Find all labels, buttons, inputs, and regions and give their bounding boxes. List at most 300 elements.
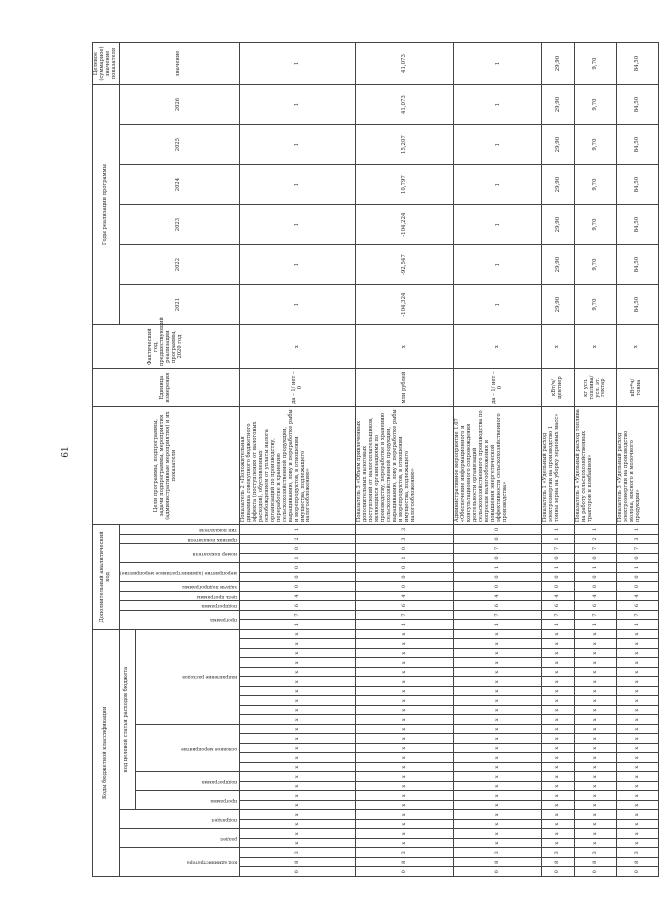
year-value-cell: 29,90: [542, 125, 575, 165]
fact-prev-cell: х: [356, 325, 454, 369]
year-header: 2022: [119, 245, 239, 285]
year-header: 2026: [119, 85, 239, 125]
unit-header: Единица измерения: [93, 369, 240, 407]
code-digit-cell: 6: [239, 601, 355, 611]
year-header: 2021: [119, 285, 239, 325]
code-col-header: раздел: [119, 829, 239, 848]
code-digit-cell: 0: [239, 544, 355, 554]
additional-code-col-header: цель программы: [119, 591, 239, 601]
code-digit-cell: 0: [356, 544, 454, 554]
code-digit-cell: х: [616, 801, 658, 811]
table-row: [616, 43, 658, 877]
code-digit-cell: 3: [575, 848, 617, 858]
code-digit-cell: х: [356, 658, 454, 668]
target-code-col-header: основное мероприятие: [135, 725, 239, 773]
code-digit-cell: 0: [542, 582, 575, 592]
code-digit-cell: 7: [542, 544, 575, 554]
budget-codes-header: Коды бюджетной классификации: [93, 629, 120, 876]
table-row: [542, 43, 575, 877]
year-value-cell: 1: [453, 165, 541, 205]
code-digit-cell: х: [542, 734, 575, 744]
code-digit-cell: х: [575, 810, 617, 820]
code-digit-cell: х: [356, 677, 454, 687]
code-digit-cell: 0: [453, 867, 541, 877]
target-expense-header: код целевой статьи расходов бюджета: [119, 629, 135, 810]
year-value-cell: 10,797: [356, 165, 454, 205]
code-digit-cell: х: [356, 639, 454, 649]
code-digit-cell: 4: [575, 591, 617, 601]
code-digit-cell: х: [575, 715, 617, 725]
year-value-cell: 1: [239, 205, 355, 245]
code-digit-cell: х: [542, 753, 575, 763]
code-digit-cell: х: [239, 763, 355, 773]
page-number: 61: [61, 446, 71, 458]
code-digit-cell: х: [575, 639, 617, 649]
indicator-name-header: Цели программы, подпрограммы, задачи подпрограммы, мероприятия (административные мероприятия) и их показатели: [93, 407, 240, 525]
code-digit-cell: 1: [356, 620, 454, 630]
code-digit-cell: х: [616, 734, 658, 744]
code-digit-cell: 7: [575, 544, 617, 554]
code-digit-cell: х: [616, 706, 658, 716]
code-digit-cell: х: [616, 725, 658, 735]
code-digit-cell: х: [575, 744, 617, 754]
year-value-cell: 9,70: [575, 125, 617, 165]
code-digit-cell: х: [453, 801, 541, 811]
code-digit-cell: х: [356, 649, 454, 659]
code-digit-cell: х: [616, 829, 658, 839]
code-digit-cell: х: [542, 649, 575, 659]
indicator-text-cell: Показатель 2 «Удельный расход топлива на работу сельскохозяйственных тракторов и комбайнов»: [575, 407, 617, 525]
year-value-cell: 29,90: [542, 165, 575, 205]
unit-cell: кВт/ч/ центнер: [542, 369, 575, 407]
additional-code-col-header: задачи подпрограммы: [119, 582, 239, 592]
code-digit-cell: 3: [453, 848, 541, 858]
code-digit-cell: 0: [453, 525, 541, 535]
year-value-cell: 1: [239, 165, 355, 205]
code-digit-cell: х: [575, 791, 617, 801]
code-digit-cell: х: [616, 649, 658, 659]
year-value-cell: 84,50: [616, 85, 658, 125]
code-digit-cell: 6: [356, 601, 454, 611]
code-digit-cell: х: [542, 782, 575, 792]
code-digit-cell: 2: [575, 534, 617, 544]
year-value-cell: 1: [453, 245, 541, 285]
code-digit-cell: х: [356, 810, 454, 820]
code-digit-cell: х: [239, 687, 355, 697]
code-digit-cell: х: [575, 658, 617, 668]
code-digit-cell: 0: [239, 582, 355, 592]
code-digit-cell: х: [542, 820, 575, 830]
additional-code-col-header: мероприятие (административное мероприятие): [119, 563, 239, 582]
code-digit-cell: х: [453, 791, 541, 801]
year-value-cell: 84,50: [616, 285, 658, 325]
code-digit-cell: 4: [542, 591, 575, 601]
code-digit-cell: х: [575, 649, 617, 659]
code-digit-cell: х: [356, 734, 454, 744]
code-digit-cell: 0: [453, 582, 541, 592]
code-digit-cell: 1: [453, 620, 541, 630]
code-digit-cell: 0: [575, 572, 617, 582]
unit-cell: млн рублей: [356, 369, 454, 407]
year-value-cell: 1: [453, 85, 541, 125]
code-digit-cell: 6: [453, 601, 541, 611]
code-digit-cell: 1: [575, 563, 617, 573]
code-digit-cell: х: [575, 734, 617, 744]
code-digit-cell: х: [356, 791, 454, 801]
code-digit-cell: х: [239, 753, 355, 763]
year-value-cell: 9,70: [575, 205, 617, 245]
code-digit-cell: 8: [356, 858, 454, 868]
code-digit-cell: 7: [616, 610, 658, 620]
year-value-cell: 1: [239, 85, 355, 125]
code-digit-cell: 0: [542, 572, 575, 582]
code-digit-cell: х: [616, 677, 658, 687]
indicator-text-cell: Показатель 3 «Удельный расход электроэнергии на производство молока, мясного и молочного продукции»: [616, 407, 658, 525]
code-digit-cell: 7: [356, 610, 454, 620]
year-value-cell: 1: [239, 125, 355, 165]
code-digit-cell: 4: [453, 591, 541, 601]
year-value-cell: -92,547: [356, 245, 454, 285]
unit-cell: да – 1/ нет – 0: [239, 369, 355, 407]
code-digit-cell: х: [453, 677, 541, 687]
code-digit-cell: 0: [239, 572, 355, 582]
code-digit-cell: х: [575, 696, 617, 706]
code-digit-cell: х: [453, 753, 541, 763]
additional-code-col-header: признак показателя: [119, 534, 239, 544]
additional-code-header: Дополнительный аналитический код: [93, 525, 120, 630]
target-code-col-header: направление расходов: [135, 629, 239, 724]
code-digit-cell: х: [575, 801, 617, 811]
year-value-cell: 29,90: [542, 245, 575, 285]
code-digit-cell: 0: [453, 572, 541, 582]
code-digit-cell: 4: [239, 591, 355, 601]
code-digit-cell: х: [239, 839, 355, 849]
code-digit-cell: х: [575, 772, 617, 782]
year-value-cell: -104,224: [356, 205, 454, 245]
code-digit-cell: 3: [616, 848, 658, 858]
code-digit-cell: 0: [542, 867, 575, 877]
code-digit-cell: 0: [239, 563, 355, 573]
year-value-cell: 84,50: [616, 125, 658, 165]
code-digit-cell: х: [239, 677, 355, 687]
code-digit-cell: х: [575, 820, 617, 830]
code-digit-cell: х: [453, 810, 541, 820]
code-digit-cell: х: [575, 763, 617, 773]
code-digit-cell: х: [239, 820, 355, 830]
year-value-cell: 9,70: [575, 245, 617, 285]
code-digit-cell: х: [239, 810, 355, 820]
code-digit-cell: х: [453, 772, 541, 782]
code-digit-cell: 0: [616, 867, 658, 877]
code-digit-cell: х: [239, 715, 355, 725]
code-col-header: подраздел: [119, 810, 239, 829]
code-digit-cell: х: [542, 801, 575, 811]
code-digit-cell: х: [239, 782, 355, 792]
code-digit-cell: х: [453, 639, 541, 649]
indicators-table-rotated: [92, 46, 643, 877]
code-digit-cell: х: [575, 753, 617, 763]
code-digit-cell: 4: [356, 591, 454, 601]
code-digit-cell: х: [542, 744, 575, 754]
code-digit-cell: х: [239, 725, 355, 735]
code-digit-cell: х: [356, 725, 454, 735]
code-digit-cell: 0: [616, 572, 658, 582]
code-digit-cell: х: [575, 725, 617, 735]
code-digit-cell: х: [542, 810, 575, 820]
code-digit-cell: 0: [616, 582, 658, 592]
code-digit-cell: х: [616, 772, 658, 782]
code-digit-cell: х: [453, 734, 541, 744]
code-digit-cell: х: [542, 839, 575, 849]
year-value-cell: 9,70: [575, 165, 617, 205]
code-digit-cell: х: [453, 658, 541, 668]
table-row: [575, 43, 617, 877]
code-digit-cell: х: [542, 696, 575, 706]
code-digit-cell: х: [616, 763, 658, 773]
code-digit-cell: х: [616, 715, 658, 725]
code-digit-cell: х: [575, 677, 617, 687]
code-digit-cell: 3: [542, 848, 575, 858]
code-digit-cell: х: [453, 715, 541, 725]
code-digit-cell: 6: [575, 601, 617, 611]
code-digit-cell: 2: [239, 534, 355, 544]
code-digit-cell: 1: [575, 525, 617, 535]
additional-code-col-header: программа: [119, 610, 239, 629]
code-digit-cell: х: [453, 696, 541, 706]
year-value-cell: 84,50: [616, 165, 658, 205]
year-value-cell: 29,90: [542, 85, 575, 125]
code-digit-cell: х: [575, 668, 617, 678]
year-value-cell: 1: [239, 245, 355, 285]
code-digit-cell: х: [239, 639, 355, 649]
fact-prev-header: Фактический год, предшествующий реализации программы, 2020 год: [93, 325, 240, 369]
code-digit-cell: х: [616, 782, 658, 792]
code-digit-cell: 3: [356, 534, 454, 544]
table-row: [356, 43, 454, 877]
target-code-col-header: подпрограмма: [135, 772, 239, 791]
year-value-cell: 1: [239, 285, 355, 325]
code-digit-cell: х: [542, 687, 575, 697]
fact-prev-cell: х: [239, 325, 355, 369]
unit-cell: да – 1/ нет – 0: [453, 369, 541, 407]
code-digit-cell: х: [453, 649, 541, 659]
unit-cell: кВт*ч/ тонна: [616, 369, 658, 407]
code-digit-cell: х: [239, 744, 355, 754]
code-digit-cell: 3: [356, 525, 454, 535]
year-value-cell: 1: [453, 125, 541, 165]
year-header: 2024: [119, 165, 239, 205]
code-digit-cell: х: [239, 791, 355, 801]
fact-prev-cell: х: [542, 325, 575, 369]
year-header: 2025: [119, 125, 239, 165]
year-value-cell: 84,50: [616, 245, 658, 285]
code-digit-cell: 7: [542, 610, 575, 620]
code-digit-cell: х: [542, 677, 575, 687]
code-digit-cell: 0: [575, 867, 617, 877]
code-digit-cell: х: [239, 772, 355, 782]
fact-prev-cell: х: [453, 325, 541, 369]
code-digit-cell: х: [616, 687, 658, 697]
code-digit-cell: 8: [575, 858, 617, 868]
code-digit-cell: х: [356, 772, 454, 782]
code-digit-cell: х: [542, 629, 575, 639]
code-digit-cell: 1: [542, 534, 575, 544]
code-digit-cell: х: [575, 687, 617, 697]
indicator-text-cell: Показатель 3 «Объем привлеченных дополнительных налоговых поступлений от налогоплательщиков, являющихся организациями по производству, переработке и хранению сельскохозяйственной продукции, выращиванию, лову и переработке рыбы и морепродуктов, в отношении имущества, подлежащего налогообложению»: [356, 407, 454, 525]
code-digit-cell: х: [616, 753, 658, 763]
code-digit-cell: х: [453, 668, 541, 678]
target-code-col-header: программа: [135, 791, 239, 810]
code-digit-cell: х: [616, 791, 658, 801]
code-digit-cell: 3: [239, 848, 355, 858]
code-digit-cell: х: [542, 829, 575, 839]
code-digit-cell: х: [542, 772, 575, 782]
code-digit-cell: х: [239, 801, 355, 811]
years-group-header: Годы реализации программы: [93, 85, 120, 325]
code-digit-cell: 0: [356, 867, 454, 877]
code-digit-cell: х: [453, 706, 541, 716]
code-digit-cell: 1: [542, 525, 575, 535]
code-digit-cell: 1: [356, 553, 454, 563]
code-digit-cell: 7: [453, 544, 541, 554]
final-value-cell: 1: [453, 43, 541, 85]
code-digit-cell: х: [356, 706, 454, 716]
code-digit-cell: 1: [239, 525, 355, 535]
code-digit-cell: х: [356, 829, 454, 839]
code-digit-cell: 0: [575, 553, 617, 563]
code-digit-cell: 3: [356, 848, 454, 858]
code-digit-cell: х: [542, 725, 575, 735]
year-value-cell: 1: [453, 285, 541, 325]
code-digit-cell: х: [453, 744, 541, 754]
final-value-subheader: значение: [119, 43, 239, 85]
year-value-cell: 29,90: [542, 285, 575, 325]
code-digit-cell: х: [453, 629, 541, 639]
code-digit-cell: 0: [453, 534, 541, 544]
code-digit-cell: 1: [616, 525, 658, 535]
code-digit-cell: 7: [575, 610, 617, 620]
code-digit-cell: х: [453, 829, 541, 839]
code-digit-cell: х: [239, 734, 355, 744]
code-digit-cell: х: [239, 829, 355, 839]
unit-cell: кг усл. топлива/ усл. эт. гектар: [575, 369, 617, 407]
fact-prev-cell: х: [616, 325, 658, 369]
code-digit-cell: 0: [453, 553, 541, 563]
code-digit-cell: х: [239, 668, 355, 678]
code-digit-cell: 1: [542, 563, 575, 573]
code-digit-cell: х: [575, 706, 617, 716]
code-digit-cell: х: [356, 801, 454, 811]
final-value-header: Целевое (суммарное) значение показателя: [93, 43, 120, 85]
code-digit-cell: 0: [356, 582, 454, 592]
year-value-cell: 41,073: [356, 85, 454, 125]
fact-prev-cell: х: [575, 325, 617, 369]
year-value-cell: 84,50: [616, 205, 658, 245]
code-digit-cell: х: [616, 810, 658, 820]
code-digit-cell: 1: [575, 620, 617, 630]
code-digit-cell: х: [542, 715, 575, 725]
code-digit-cell: х: [575, 782, 617, 792]
code-digit-cell: 8: [616, 858, 658, 868]
code-digit-cell: 0: [356, 572, 454, 582]
code-digit-cell: х: [356, 668, 454, 678]
year-value-cell: 9,70: [575, 285, 617, 325]
indicators-table: [92, 42, 659, 877]
final-value-cell: 29,90: [542, 43, 575, 85]
code-digit-cell: х: [453, 820, 541, 830]
code-digit-cell: х: [616, 639, 658, 649]
code-digit-cell: 0: [616, 553, 658, 563]
code-digit-cell: х: [616, 839, 658, 849]
code-digit-cell: х: [616, 668, 658, 678]
code-digit-cell: х: [356, 715, 454, 725]
year-value-cell: 29,90: [542, 205, 575, 245]
table-row: [453, 43, 541, 877]
code-digit-cell: 8: [239, 858, 355, 868]
code-digit-cell: х: [542, 763, 575, 773]
code-digit-cell: х: [356, 744, 454, 754]
code-digit-cell: 1: [542, 620, 575, 630]
code-digit-cell: 0: [239, 867, 355, 877]
code-digit-cell: 1: [239, 553, 355, 563]
code-digit-cell: х: [356, 782, 454, 792]
code-digit-cell: х: [616, 658, 658, 668]
code-digit-cell: х: [356, 696, 454, 706]
code-digit-cell: х: [616, 629, 658, 639]
indicator-text-cell: Показатель 1 «Удельный расход электроэнергии на производство 1 тонны зерна на уборку зерновых масс»: [542, 407, 575, 525]
code-digit-cell: х: [575, 839, 617, 849]
code-digit-cell: 8: [542, 858, 575, 868]
code-digit-cell: х: [356, 820, 454, 830]
code-digit-cell: х: [356, 629, 454, 639]
code-digit-cell: х: [453, 687, 541, 697]
year-header: 2023: [119, 205, 239, 245]
additional-code-col-header: тип показателя: [119, 525, 239, 535]
indicator-text-cell: Показатель 2 «Положительная динамика совокупного бюджетного эффекта (поступления от налоговых расходов), обусловленных освобождением от уплаты налога организаций по производству, переработке и хранению сельскохозяйственной продукции, выращиванию, лову и переработке рыбы и морепродуктов, в отношении имущества, подлежащего налогообложению»: [239, 407, 355, 525]
code-digit-cell: х: [356, 763, 454, 773]
code-digit-cell: х: [453, 782, 541, 792]
code-digit-cell: х: [542, 639, 575, 649]
additional-code-col-header: номер показателя: [119, 544, 239, 563]
year-value-cell: 15,207: [356, 125, 454, 165]
code-digit-cell: х: [356, 687, 454, 697]
code-digit-cell: х: [542, 706, 575, 716]
year-value-cell: 1: [453, 205, 541, 245]
code-digit-cell: 7: [616, 544, 658, 554]
code-digit-cell: 6: [616, 601, 658, 611]
code-digit-cell: 0: [542, 553, 575, 563]
code-digit-cell: 3: [616, 534, 658, 544]
code-digit-cell: 0: [356, 563, 454, 573]
code-digit-cell: х: [575, 629, 617, 639]
code-digit-cell: 6: [542, 601, 575, 611]
code-digit-cell: х: [616, 744, 658, 754]
code-digit-cell: х: [239, 696, 355, 706]
code-digit-cell: 7: [453, 610, 541, 620]
code-digit-cell: х: [356, 753, 454, 763]
table-row: [239, 43, 355, 877]
code-digit-cell: 1: [239, 620, 355, 630]
code-digit-cell: 1: [616, 563, 658, 573]
code-digit-cell: х: [616, 820, 658, 830]
code-digit-cell: 8: [453, 858, 541, 868]
code-digit-cell: х: [239, 706, 355, 716]
code-col-header: код администратора: [119, 848, 239, 877]
code-digit-cell: х: [239, 649, 355, 659]
final-value-cell: 84,50: [616, 43, 658, 85]
code-digit-cell: х: [542, 658, 575, 668]
final-value-cell: 9,70: [575, 43, 617, 85]
